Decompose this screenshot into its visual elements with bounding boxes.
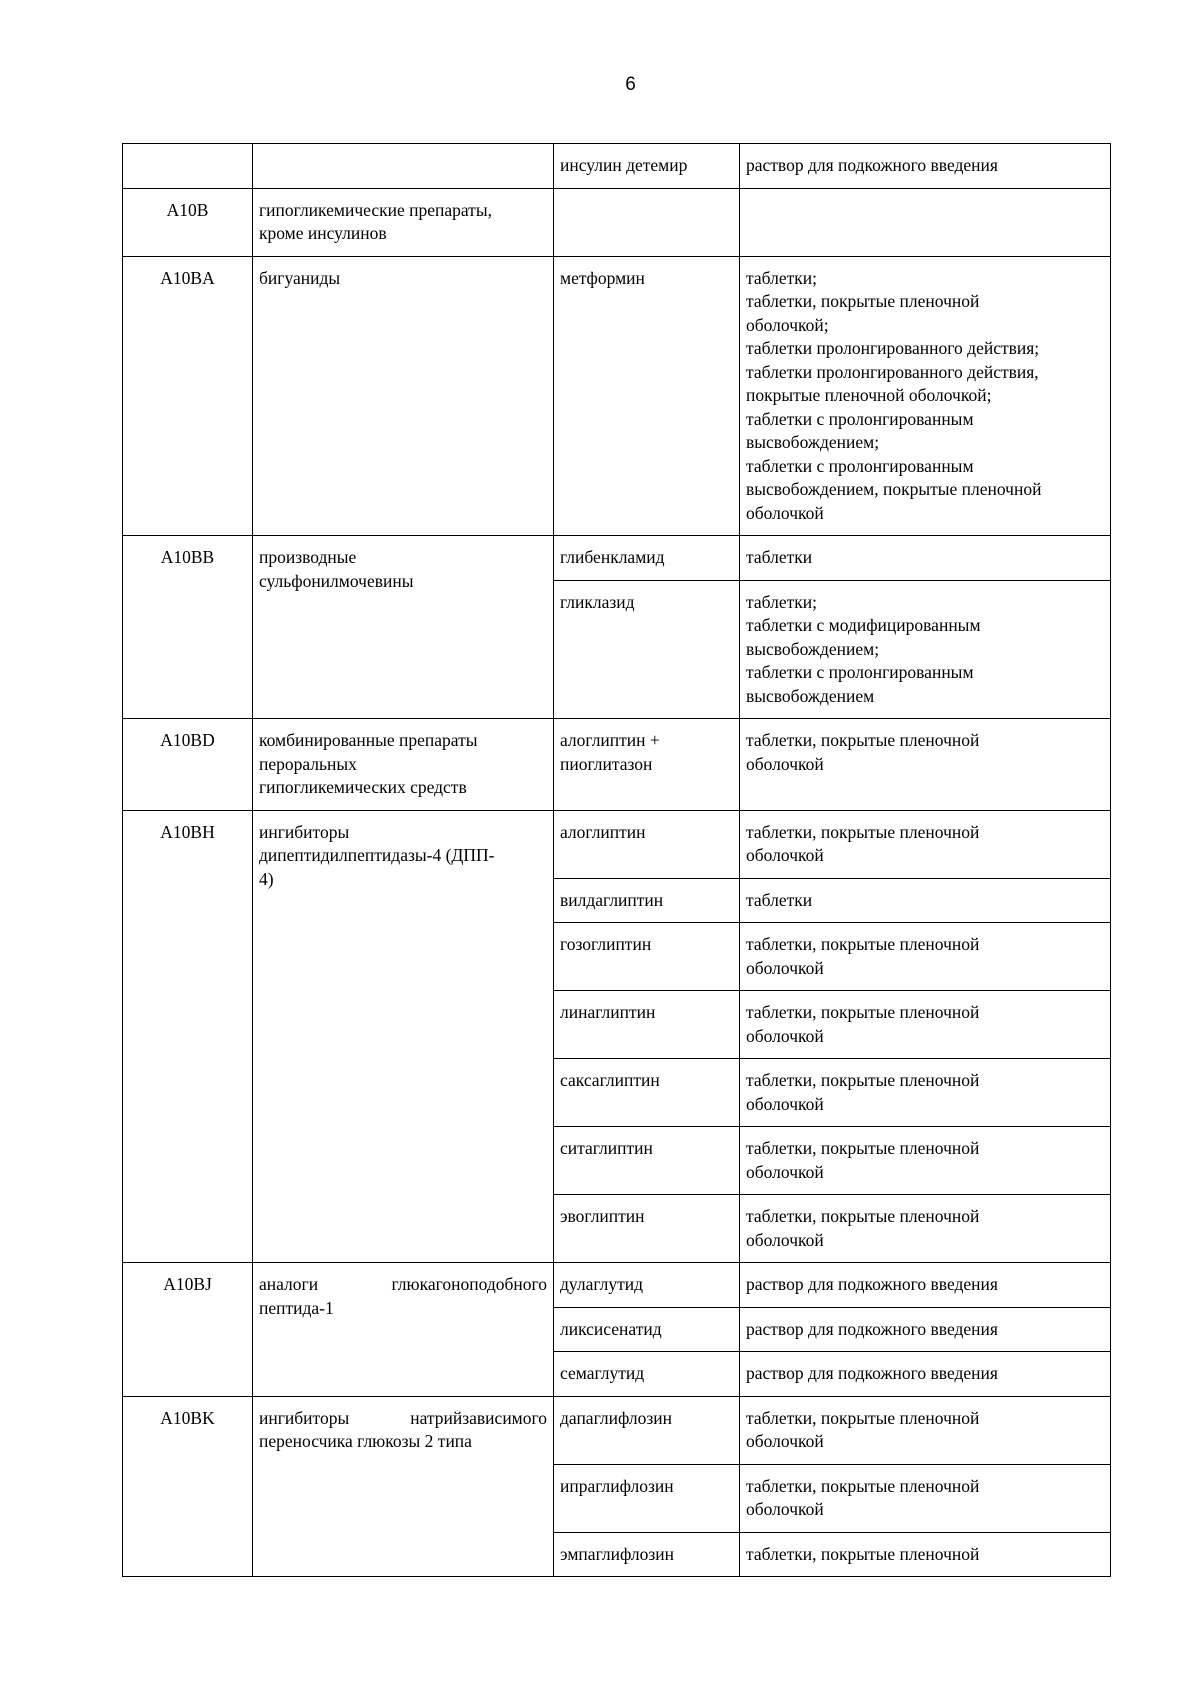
dosage-form-cell: таблетки, покрытые пленочной оболочкой xyxy=(740,991,1111,1059)
atc-group-cell xyxy=(253,1396,554,1577)
table-row xyxy=(123,256,1111,536)
drug-name-cell: дапаглифлозин xyxy=(554,1396,740,1464)
drug-name-cell: линаглиптин xyxy=(554,991,740,1059)
drug-name-cell: эвоглиптин xyxy=(554,1195,740,1263)
atc-group-line: ингибиторы натрийзависимого xyxy=(259,1407,547,1428)
dosage-form-cell: таблетки xyxy=(740,536,1111,581)
drug-name-cell: саксаглиптин xyxy=(554,1059,740,1127)
dosage-form-cell: таблетки, покрытые пленочной оболочкой xyxy=(740,923,1111,991)
drug-name-cell: ликсисенатид xyxy=(554,1307,740,1352)
atc-group-line: переносчика глюкозы 2 типа xyxy=(259,1431,472,1451)
table-row xyxy=(123,536,1111,581)
page-number: 6 xyxy=(625,74,636,95)
dosage-form-cell: таблетки; таблетки с модифицированным высвобождением; таблетки с пролонгированным высвобождением xyxy=(740,580,1111,719)
atc-group-line: пептида-1 xyxy=(259,1297,334,1318)
table-row xyxy=(123,1263,1111,1308)
atc-group-cell xyxy=(253,144,554,189)
atc-group-line: аналоги глюкагоноподобного xyxy=(259,1274,547,1294)
dosage-form-cell: таблетки; таблетки, покрытые пленочной оболочкой; таблетки пролонгированного действия; таблетки пролонгированного действия, покрытые пленочной оболочкой; таблетки с пролонгированным высвобождением; таблетки с пролонгированным высвобождением, покрытые пленочной оболочкой xyxy=(740,256,1111,536)
atc-code-cell xyxy=(123,144,253,189)
drug-name-cell: семаглутид xyxy=(554,1352,740,1397)
atc-code-cell: A10BH xyxy=(123,810,253,1263)
dosage-form-cell: таблетки, покрытые пленочной оболочкой xyxy=(740,1464,1111,1532)
drug-name-cell: метформин xyxy=(554,256,740,536)
drug-table xyxy=(122,143,1111,1577)
drug-name-cell: вилдаглиптин xyxy=(554,878,740,923)
table-row xyxy=(123,144,1111,189)
table-row xyxy=(123,188,1111,256)
atc-code-cell: A10BJ xyxy=(123,1263,253,1397)
dosage-form-cell: таблетки, покрытые пленочной оболочкой xyxy=(740,1396,1111,1464)
atc-group-cell: ингибиторы дипептидилпептидазы-4 (ДПП- 4) xyxy=(253,810,554,1263)
drug-name-cell: ипраглифлозин xyxy=(554,1464,740,1532)
dosage-form-cell: таблетки, покрытые пленочной оболочкой xyxy=(740,1059,1111,1127)
drug-name-cell: алоглиптин xyxy=(554,810,740,878)
atc-code-cell: A10BB xyxy=(123,536,253,719)
atc-group-cell: производные сульфонилмочевины xyxy=(253,536,554,719)
dosage-form-cell: таблетки, покрытые пленочной оболочкой xyxy=(740,1127,1111,1195)
dosage-form-cell: таблетки xyxy=(740,878,1111,923)
table-row xyxy=(123,1396,1111,1464)
drug-name-cell: инсулин детемир xyxy=(554,144,740,189)
drug-name-cell: алоглиптин + пиоглитазон xyxy=(554,719,740,811)
atc-group-cell: бигуаниды xyxy=(253,256,554,536)
drug-name-cell: эмпаглифлозин xyxy=(554,1532,740,1577)
drug-name-cell: ситаглиптин xyxy=(554,1127,740,1195)
dosage-form-cell: раствор для подкожного введения xyxy=(740,1263,1111,1308)
atc-group-cell: гипогликемические препараты, кроме инсулинов xyxy=(253,188,554,256)
dosage-form-cell: таблетки, покрытые пленочной оболочкой xyxy=(740,1195,1111,1263)
atc-code-cell: A10BA xyxy=(123,256,253,536)
dosage-form-cell xyxy=(740,188,1111,256)
atc-group-cell: комбинированные препараты пероральных гипогликемических средств xyxy=(253,719,554,811)
dosage-form-cell: раствор для подкожного введения xyxy=(740,1307,1111,1352)
atc-code-cell: A10BK xyxy=(123,1396,253,1577)
dosage-form-cell: таблетки, покрытые пленочной xyxy=(740,1532,1111,1577)
atc-group-cell xyxy=(253,1263,554,1397)
drug-name-cell: гликлазид xyxy=(554,580,740,719)
drug-name-cell xyxy=(554,188,740,256)
drug-name-cell: глибенкламид xyxy=(554,536,740,581)
table-row xyxy=(123,719,1111,811)
drug-name-cell: гозоглиптин xyxy=(554,923,740,991)
dosage-form-cell: раствор для подкожного введения xyxy=(740,144,1111,189)
drug-name-cell: дулаглутид xyxy=(554,1263,740,1308)
dosage-form-cell: таблетки, покрытые пленочной оболочкой xyxy=(740,810,1111,878)
dosage-form-cell: раствор для подкожного введения xyxy=(740,1352,1111,1397)
table-row xyxy=(123,810,1111,878)
atc-code-cell: A10BD xyxy=(123,719,253,811)
dosage-form-cell: таблетки, покрытые пленочной оболочкой xyxy=(740,719,1111,811)
atc-code-cell: A10B xyxy=(123,188,253,256)
